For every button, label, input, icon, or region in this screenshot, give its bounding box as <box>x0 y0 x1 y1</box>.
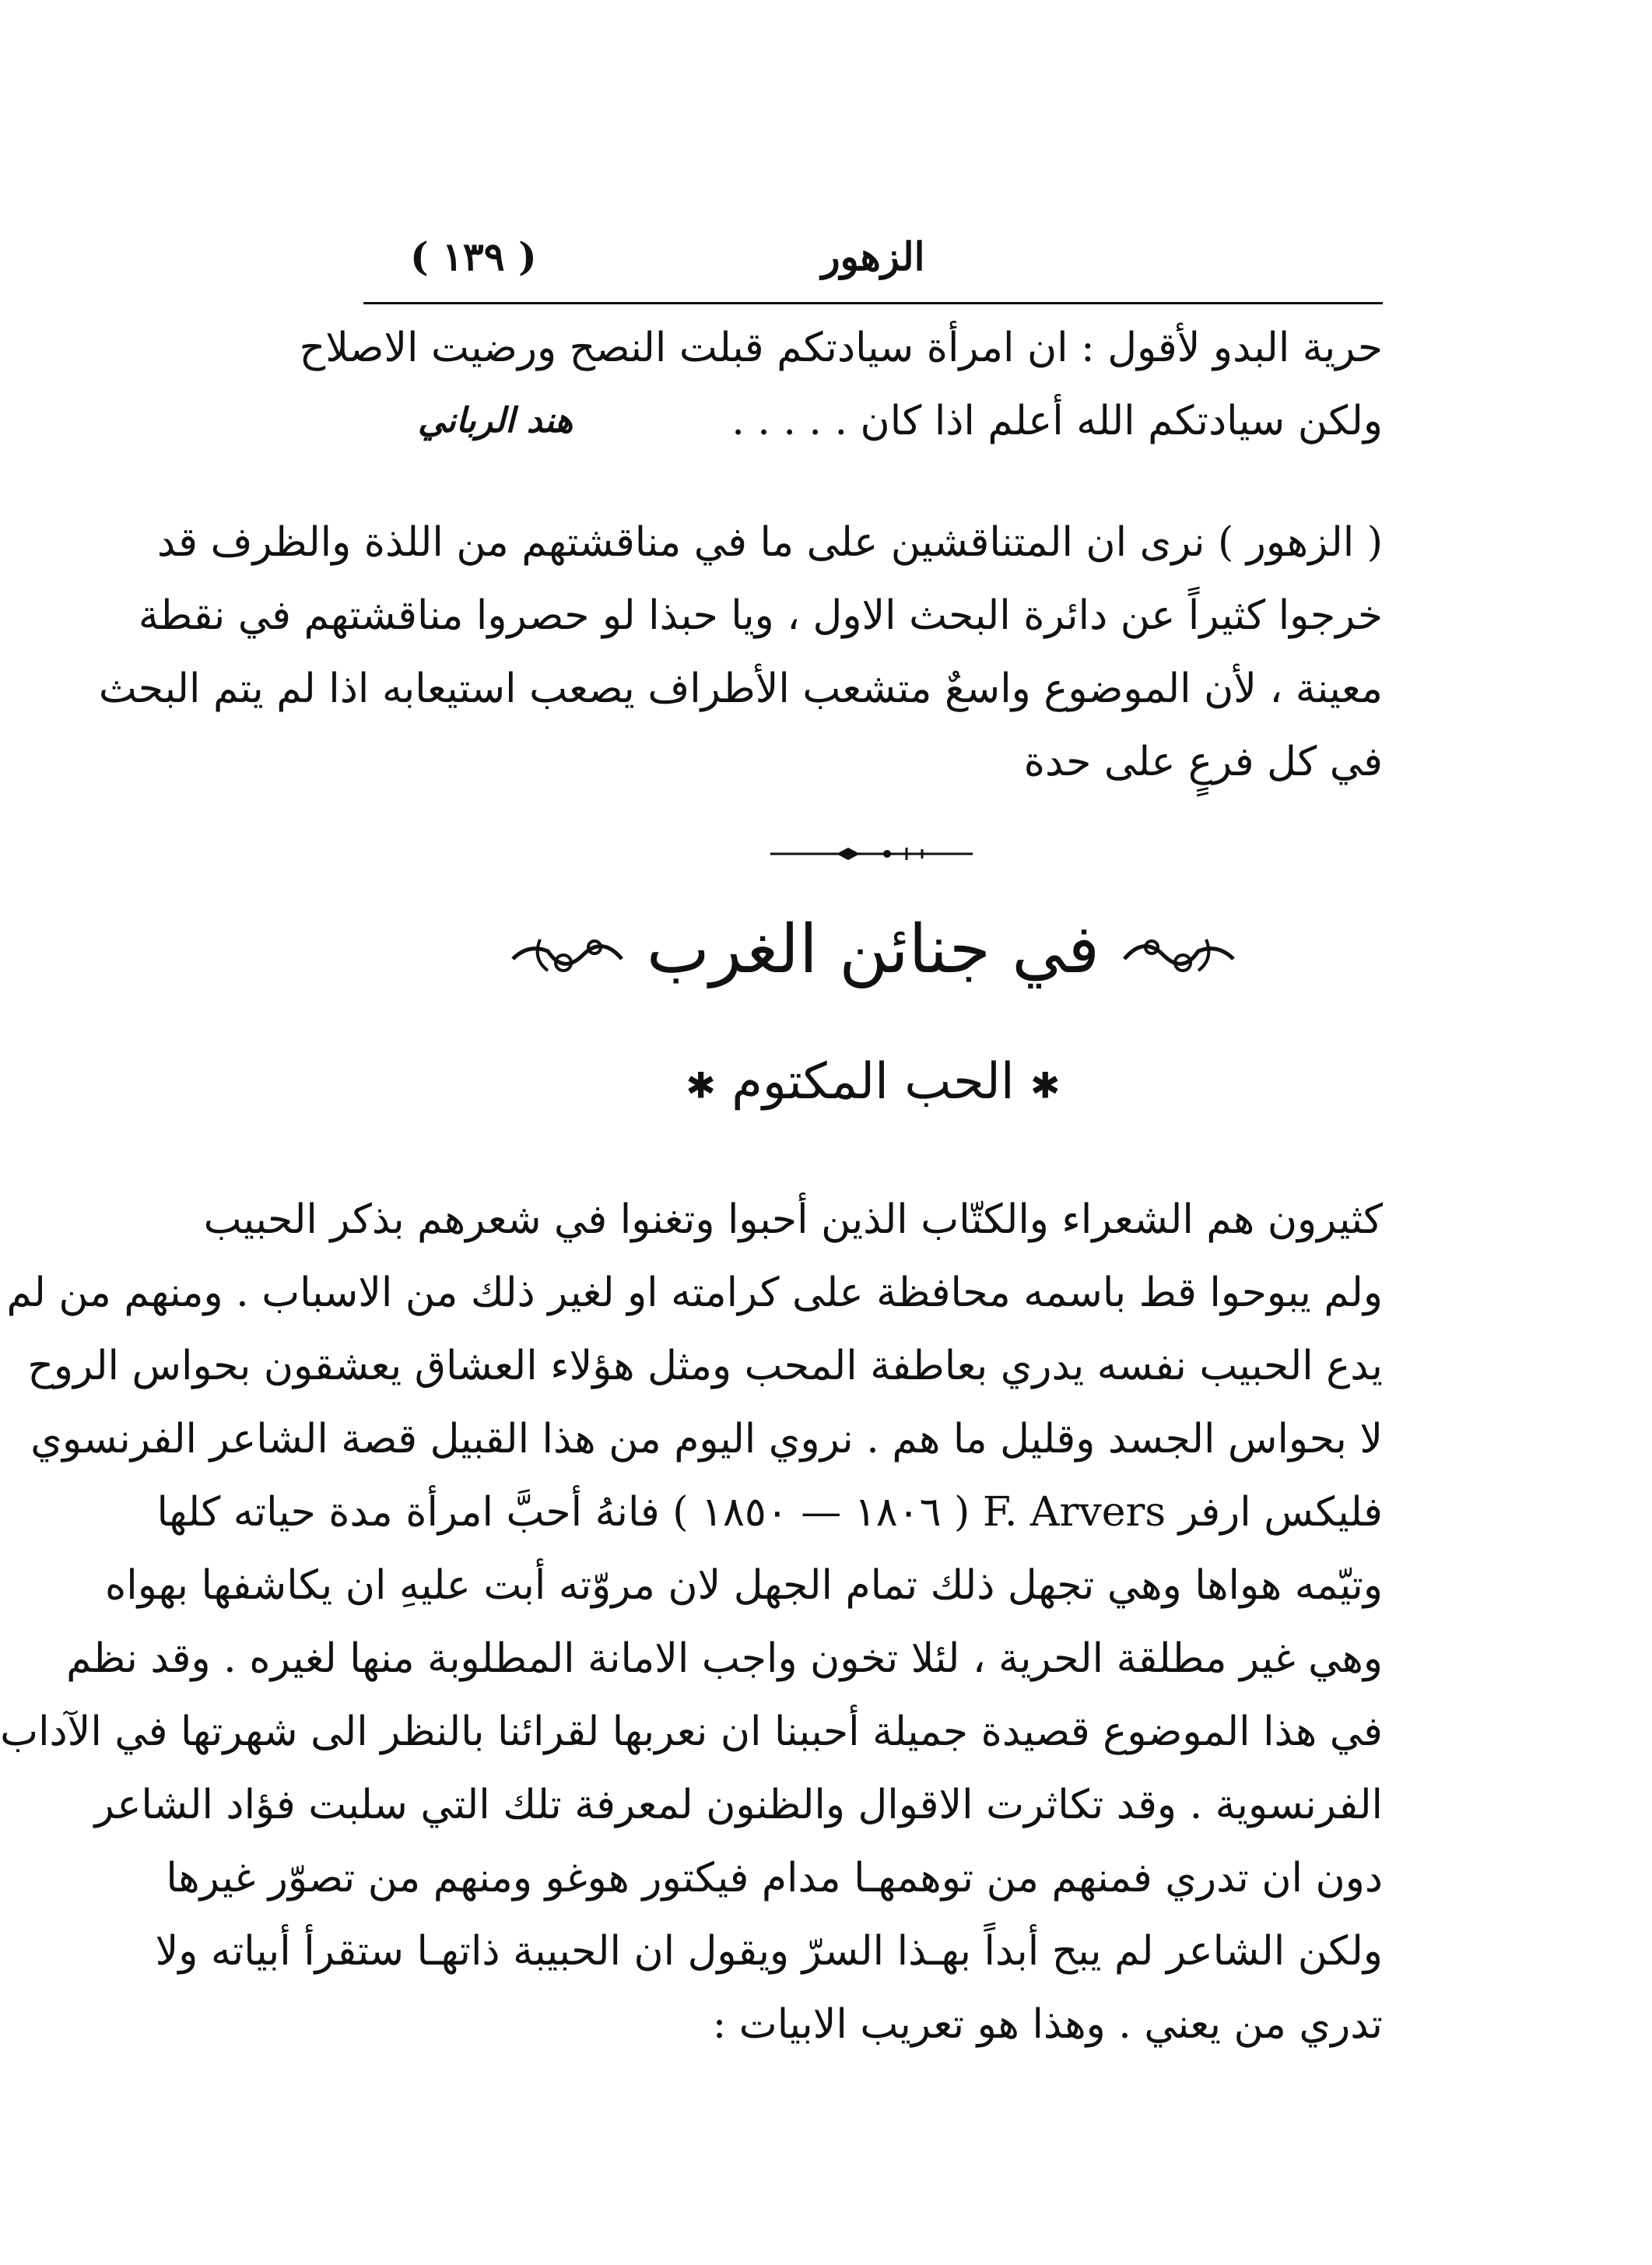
text-line: الفرنسوية . وقد تكاثرت الاقوال والظنون لمعرفة تلك التي سلبت فؤاد الشاعر <box>94 1782 1383 1828</box>
page-number: ( ١٣٩ ) <box>410 234 537 279</box>
star-ornament-icon: ✱ <box>686 1064 716 1107</box>
article-body <box>0 1183 1383 2061</box>
text-line: خرجوا كثيراً عن دائرة البحث الاول ، ويا حبذا لو حصروا مناقشتهم في نقطة <box>138 592 1383 639</box>
text-line: دون ان تدري فمنهم من توهمهـا مدام فيكتور هوغو ومنهم من تصوّر غيرها <box>166 1855 1383 1902</box>
divider-ornament-icon <box>770 845 973 863</box>
star-ornament-icon: ✱ <box>1030 1064 1061 1107</box>
text-line: فليكس ارفر F. Arvers ( ١٨٠٦ — ١٨٥٠ ) فانهُ أحبَّ امرأة مدة حياته كلها <box>156 1489 1383 1536</box>
flourish-left-icon <box>509 928 626 982</box>
text-line: معينة ، لأن الموضوع واسعٌ متشعب الأطراف يصعب استيعابه اذا لم يتم البحث <box>98 665 1383 712</box>
text-line: ولم يبوحوا قط باسمه محافظة على كرامته او لغير ذلك من الاسباب . ومنهم من لم <box>6 1269 1383 1316</box>
flourish-right-icon <box>1121 928 1237 982</box>
text-line: لا بحواس الجسد وقليل ما هم . نروي اليوم من هذا القبيل قصة الشاعر الفرنسوي <box>30 1416 1383 1463</box>
text-line <box>363 385 1383 458</box>
header-rule <box>363 302 1383 304</box>
text-line-content: ولكن سيادتكم الله أعلم اذا كان . . . . . <box>731 398 1383 444</box>
section-title <box>363 899 1383 1000</box>
editor-note <box>98 506 1383 799</box>
signature: هند الرباني <box>418 401 573 441</box>
text-line: في هذا الموضوع قصيدة جميلة أحببنا ان نعربها لقرائنا بالنظر الى شهرتها في الآداب <box>0 1708 1383 1755</box>
text-line: في كل فرعٍ على حدة <box>1023 739 1383 785</box>
article-subtitle <box>363 1043 1383 1125</box>
running-head <box>363 234 1383 296</box>
subtitle-text: الحب المكتوم <box>731 1053 1015 1111</box>
letter-closing <box>299 311 1383 458</box>
journal-title: الزهور <box>821 234 925 279</box>
section-title-text: في جنائن الغرب <box>646 911 1100 989</box>
text-line: وتيّمه هواها وهي تجهل ذلك تمام الجهل لان مروّته أبت عليهِ ان يكاشفها بهواه <box>105 1562 1383 1609</box>
text-line: حرية البدو لأقول : ان امرأة سيادتكم قبلت النصح ورضيت الاصلاح <box>299 325 1383 371</box>
text-line: وهي غير مطلقة الحرية ، لئلا تخون واجب الامانة المطلوبة منها لغيره . وقد نظم <box>66 1635 1383 1682</box>
text-line: ولكن الشاعر لم يبح أبداً بهـذا السرّ ويقول ان الحبيبة ذاتهـا ستقرأ أبياته ولا <box>155 1928 1383 1975</box>
text-line: كثيرون هم الشعراء والكتّاب الذين أحبوا وتغنوا في شعرهم بذكر الحبيب <box>203 1196 1383 1243</box>
text-line: تدري من يعني . وهذا هو تعريب الابيات : <box>712 2001 1383 2048</box>
text-line: يدع الحبيب نفسه يدري بعاطفة المحب ومثل هؤلاء العشاق يعشقون بحواس الروح <box>27 1343 1383 1389</box>
text-line: ( الزهور ) نرى ان المتناقشين على ما في مناقشتهم من اللذة والظرف قد <box>156 519 1383 566</box>
